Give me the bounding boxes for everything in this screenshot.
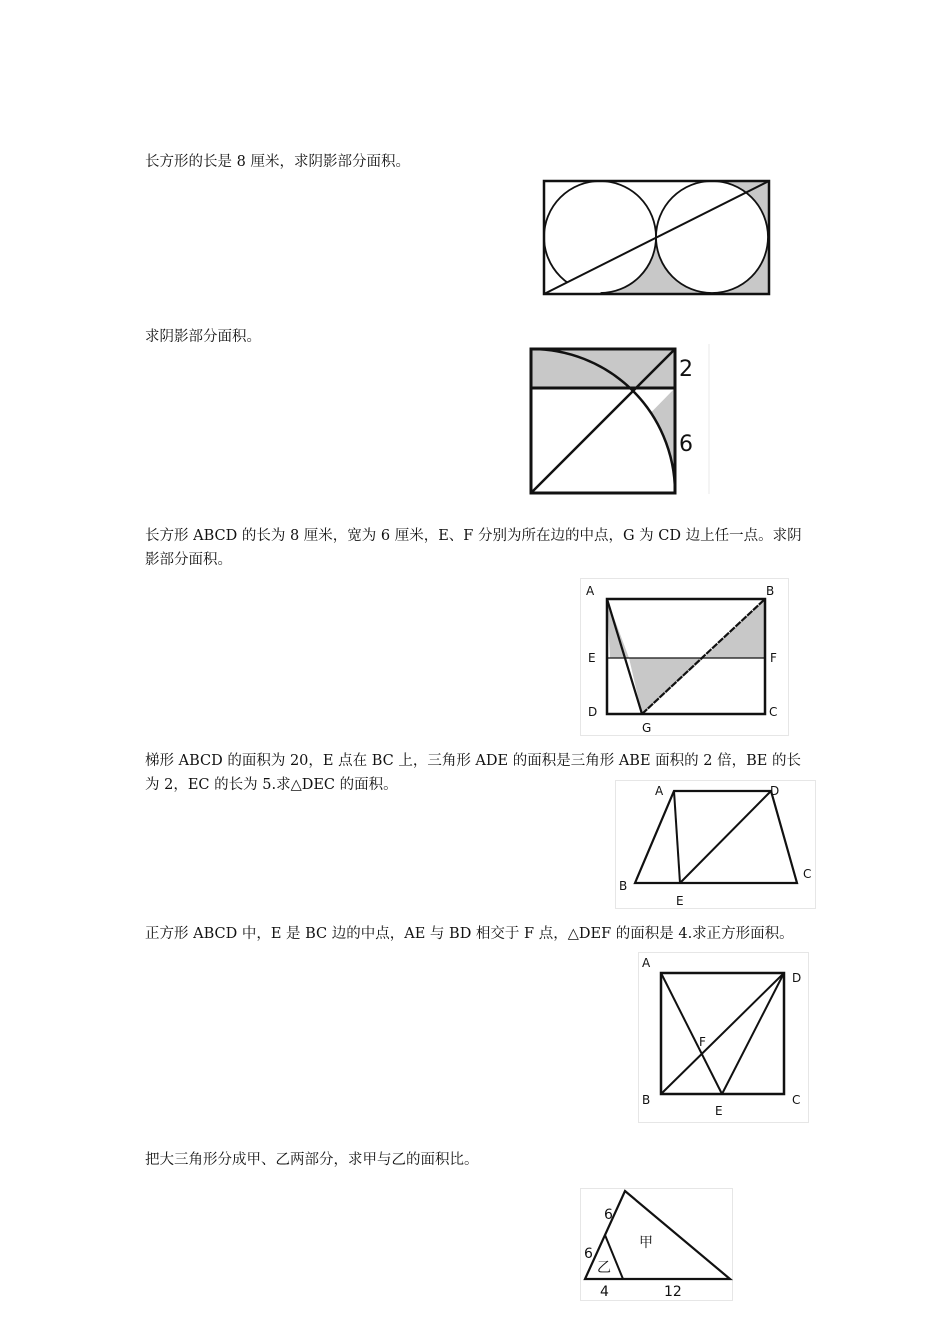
problem-5-figure <box>638 952 810 1124</box>
label-A: A <box>655 784 664 798</box>
label-D: D <box>588 705 598 719</box>
label-6-upper: 6 <box>604 1207 613 1223</box>
label-C: C <box>769 705 778 719</box>
label-C: C <box>803 867 812 881</box>
problem-6-figure <box>580 1188 734 1302</box>
label-D: D <box>792 971 802 985</box>
label-12: 12 <box>664 1284 682 1300</box>
label-F: F <box>770 651 777 665</box>
problem-3-text: 长方形 ABCD 的长为 8 厘米，宽为 6 厘米，E、F 分别为所在边的中点，G 为 CD 边上任一点。求阴影部分面积。 <box>145 528 802 568</box>
problem-4-figure <box>615 780 817 910</box>
label-jia: 甲 <box>639 1235 653 1251</box>
problem-5-text: 正方形 ABCD 中，E 是 BC 边的中点，AE 与 BD 相交于 F 点，△DEF 的面积是 4.求正方形面积。 <box>145 926 794 942</box>
problem-2-figure <box>526 344 712 496</box>
label-F: F <box>699 1035 706 1049</box>
label-B: B <box>766 584 775 598</box>
label-B: B <box>642 1093 651 1107</box>
label-4: 4 <box>600 1284 609 1300</box>
problem-4-text: 梯形 ABCD 的面积为 20，E 点在 BC 上，三角形 ADE 的面积是三角形 ABE 面积的 2 倍，BE 的长为 2，EC 的长为 5.求△DEC 的面积。 <box>145 753 801 793</box>
problem-6-text: 把大三角形分成甲、乙两部分，求甲与乙的面积比。 <box>145 1152 479 1168</box>
label-G: G <box>642 721 652 735</box>
label-yi: 乙 <box>597 1260 611 1276</box>
label-2: 2 <box>679 357 693 382</box>
problem-1-figure <box>540 178 772 298</box>
label-E: E <box>715 1104 723 1118</box>
label-A: A <box>586 584 595 598</box>
label-E: E <box>676 894 684 908</box>
label-6-lower: 6 <box>584 1246 593 1262</box>
problem-2-text: 求阴影部分面积。 <box>145 329 261 345</box>
problem-3-figure <box>580 578 790 736</box>
label-E: E <box>588 651 596 665</box>
label-B: B <box>619 879 628 893</box>
label-6: 6 <box>679 432 693 457</box>
label-C: C <box>792 1093 801 1107</box>
label-D: D <box>770 784 780 798</box>
problem-1-text: 长方形的长是 8 厘米，求阴影部分面积。 <box>145 154 410 170</box>
label-A: A <box>642 956 651 970</box>
